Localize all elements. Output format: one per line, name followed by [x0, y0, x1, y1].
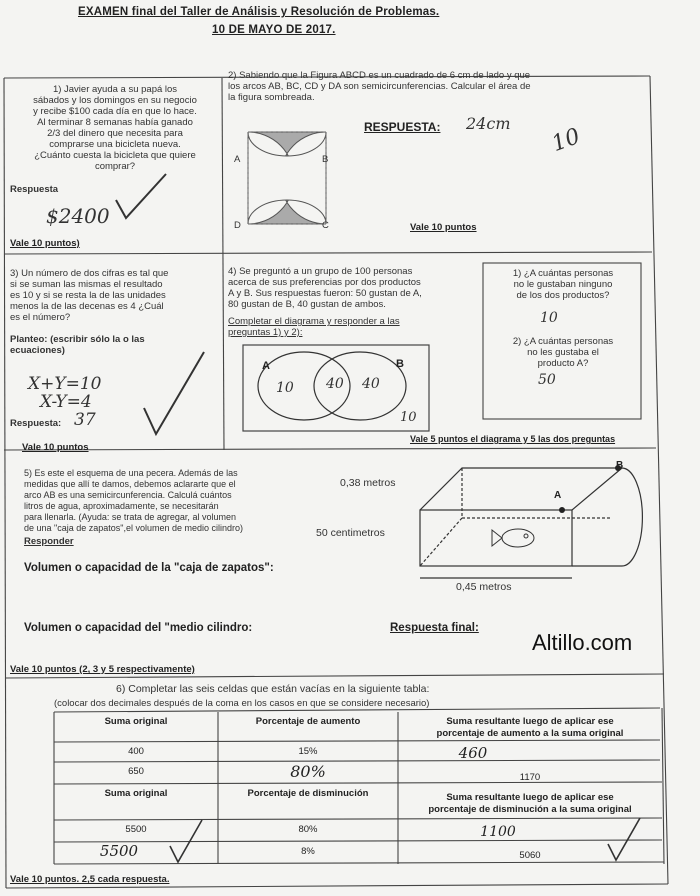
q5-points: Vale 10 puntos (2, 3 y 5 respectivamente): [10, 664, 195, 675]
q6-r1-orig: 400: [128, 746, 144, 757]
q6-r2-orig: 650: [128, 766, 144, 777]
q5-dim-depth: 50 centimetros: [316, 527, 385, 539]
q6-r2-res: 1170: [519, 772, 541, 783]
q6-check-mark-1: [166, 816, 206, 866]
q1-answer-handwritten: $2400: [46, 204, 110, 228]
q4-sub2-answer: 50: [538, 372, 556, 388]
q5-cylinder-volume-label: Volumen o capacidad del "medio cilindro:: [24, 622, 253, 634]
q4-venn-only-b: 40: [362, 376, 380, 392]
q6-r4-pct: 8%: [301, 846, 315, 857]
q3-answer-label: Respuesta:: [10, 418, 62, 429]
q3-equation-2: X-Y=4: [40, 392, 92, 412]
q6-r1-pct: 15%: [298, 746, 318, 757]
q6-r2-pct: 80%: [290, 762, 326, 781]
exam-title: EXAMEN final del Taller de Análisis y Resolución de Problemas.: [78, 6, 440, 18]
q5-respond-label: Responder: [24, 536, 74, 547]
q6-title: 6) Completar las seis celdas que están vacías en la siguiente tabla:: [116, 683, 430, 695]
q5-text: 5) Es este el esquema de una pecera. Además de las medidas que allí te damos, debemos aclararte que el arco AB es una semicircunferencia. Calculá cuántos litros de agua, aproximadamente, se necesitarán para llenarla. (Ayuda: se trata de agregar, al volumen de una "caja de zapatos",el volumen de medio cilindro): [24, 468, 244, 533]
q2-label-b: B: [322, 154, 329, 165]
q2-figure: [246, 130, 336, 230]
q5-label-a: A: [554, 490, 562, 501]
q4-venn-both: 40: [326, 376, 344, 392]
exam-date: 10 DE MAYO DE 2017.: [212, 24, 336, 36]
q6-r3-res: 1100: [480, 824, 516, 840]
q1-check-mark: [112, 170, 172, 230]
q6-h1-pct: Porcentaje de aumento: [255, 716, 361, 727]
q5-final-answer-label: Respuesta final:: [390, 622, 479, 634]
q4-sub2-text: 2) ¿A cuántas personas no les gustaba el producto A?: [512, 336, 614, 369]
q5-dim-length: 0,45 metros: [456, 581, 512, 593]
q4-venn-label-a: A: [262, 360, 270, 372]
q4-venn-only-a: 10: [276, 380, 294, 396]
q6-r1-res: 460: [458, 744, 488, 762]
q6-points: Vale 10 puntos. 2,5 cada respuesta.: [10, 874, 170, 885]
q4-text: 4) Se preguntó a un grupo de 100 personas acerca de sus preferencias por dos productos A y B. Sus respuestas fueron: 50 gustan de A, 80 gustan de B, 40 gustan de ambos.: [228, 266, 422, 310]
q5-dim-height: 0,38 metros: [340, 477, 396, 489]
q6-h1-res: Suma resultante luego de aplicar ese porcentaje de aumento a la suma original: [436, 716, 624, 739]
q6-r3-pct: 80%: [298, 824, 318, 835]
q1-answer-label: Respuesta: [10, 184, 59, 195]
q5-box-volume-label: Volumen o capacidad de la "caja de zapatos":: [24, 562, 274, 574]
q6-check-mark-2: [604, 814, 644, 864]
q2-answer-handwritten: 24cm: [466, 114, 511, 133]
q1-points: Vale 10 puntos): [10, 238, 80, 249]
q2-score-handwritten: 10: [548, 123, 584, 158]
q6-r4-res: 5060: [519, 850, 541, 861]
q3-answer-handwritten: 37: [74, 410, 96, 430]
q6-h2-res: Suma resultante luego de aplicar ese porcentaje de disminución a la suma original: [428, 792, 632, 815]
q2-label-d: D: [234, 220, 241, 231]
q3-planteo: Planteo: (escribir sólo la o las ecuaciones): [10, 334, 145, 356]
q4-venn-label-b: B: [396, 358, 404, 370]
q1-text: 1) Javier ayuda a su papá los sábados y los domingos en su negocio y recibe $100 cada día en que lo hace. Al terminar 8 semanas había ganado 2/3 del dinero que necesita para comprarse una bicicleta nueva. ¿Cuánto cuesta la bicicleta que quiere comprar?: [33, 84, 197, 172]
q6-r4-orig: 5500: [99, 842, 139, 860]
q4-venn-outside: 10: [400, 410, 417, 425]
q2-text: 2) Sabiendo que la Figura ABCD es un cuadrado de 6 cm de lado y que los arcos AB, BC, CD y DA son semicircunferencias. Calcular el área de la figura sombreada.: [228, 70, 531, 103]
q3-check-mark: [140, 348, 210, 438]
q6-subtitle: (colocar dos decimales después de la coma en los casos en que se considere necesario): [54, 698, 430, 709]
q6-h1-orig: Suma original: [104, 716, 168, 727]
q6-r3-orig: 5500: [125, 824, 147, 835]
q6-h2-pct: Porcentaje de disminución: [247, 788, 369, 799]
q4-points: Vale 5 puntos el diagrama y 5 las dos preguntas: [410, 434, 616, 444]
q6-h2-orig: Suma original: [104, 788, 168, 799]
q3-points: Vale 10 puntos: [22, 442, 89, 453]
q4-instruction: Completar el diagrama y responder a las preguntas 1) y 2):: [228, 316, 400, 338]
q2-label-a: A: [234, 154, 241, 165]
q5-label-b: B: [616, 460, 624, 471]
q2-answer-label: RESPUESTA:: [364, 120, 441, 134]
q2-points: Vale 10 puntos: [410, 222, 477, 233]
q2-label-c: C: [322, 220, 329, 231]
q4-sub1-answer: 10: [540, 310, 558, 326]
q3-text: 3) Un número de dos cifras es tal que si se suman las mismas el resultado es 10 y si se resta la de las unidades menos la de las decenas es 4 ¿Cuál es el número?: [10, 268, 169, 323]
watermark: Altillo.com: [532, 630, 633, 655]
q5-fish-tank-diagram: [412, 458, 652, 588]
q3-equation-1: X+Y=10: [28, 374, 102, 394]
q4-sub1-text: 1) ¿A cuántas personas no le gustaban ninguno de los dos productos?: [512, 268, 614, 301]
